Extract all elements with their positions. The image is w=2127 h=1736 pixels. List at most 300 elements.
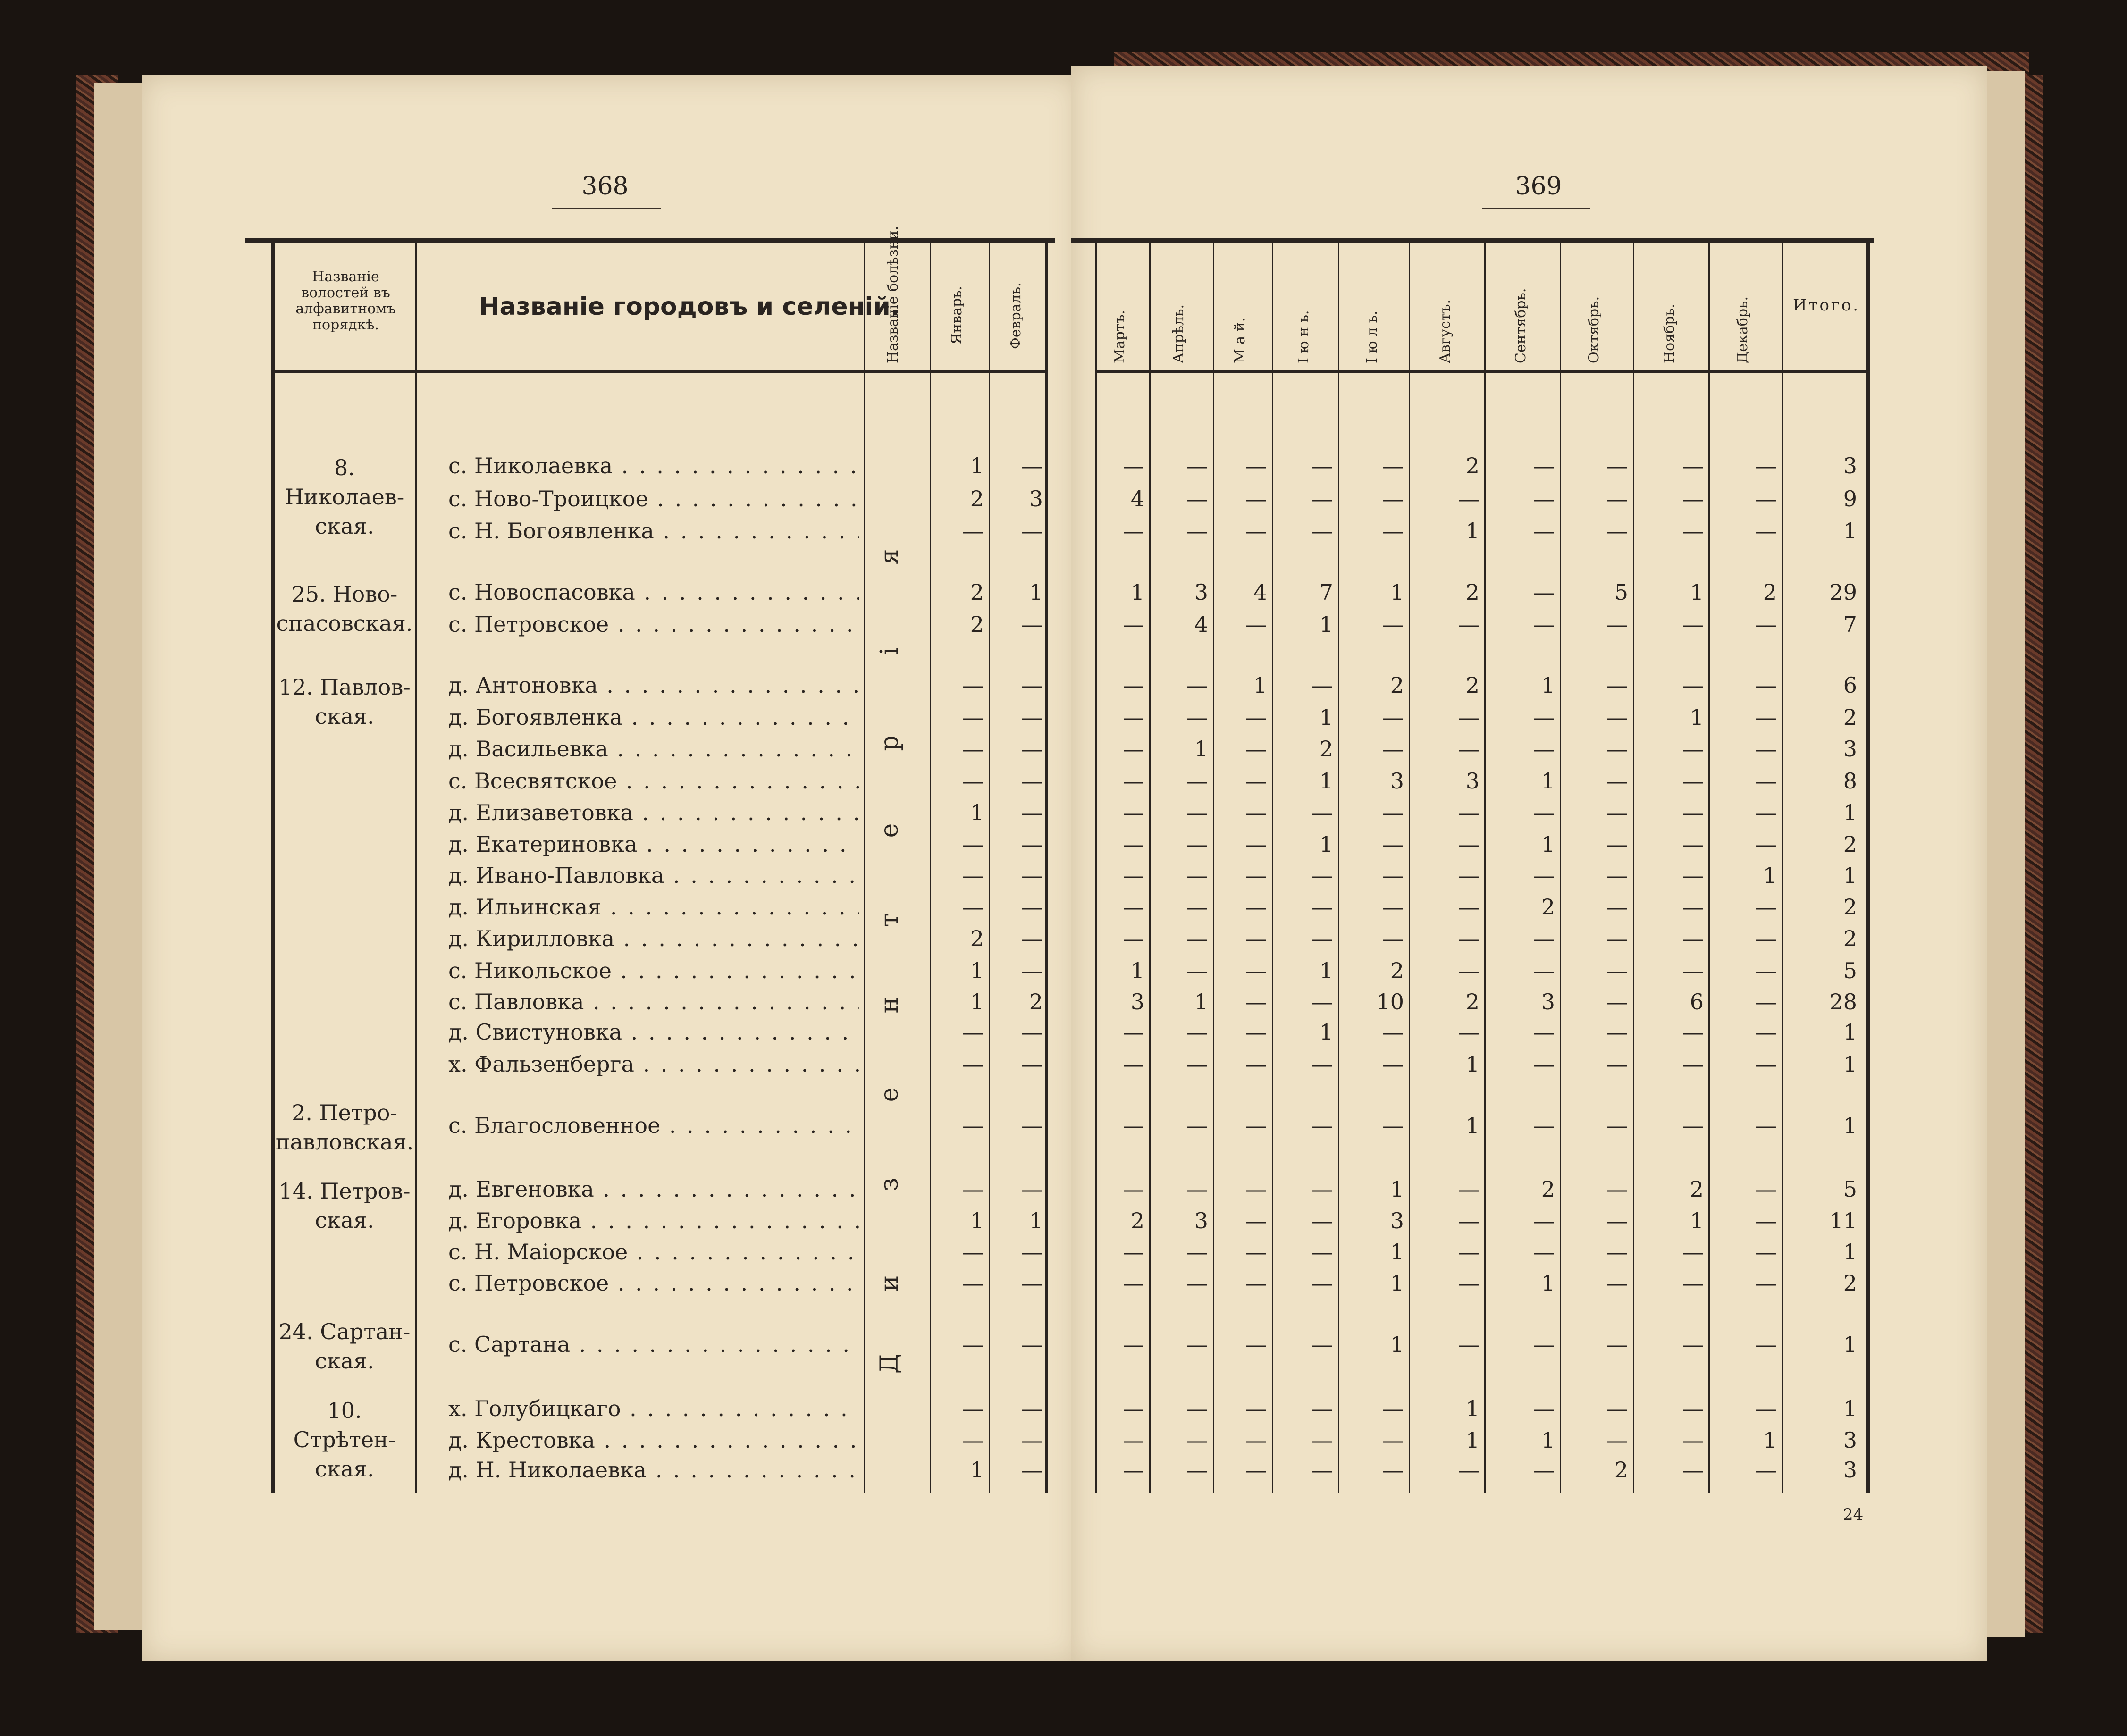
table-cell: — [1123,926,1144,951]
table-cell: — [1755,453,1777,478]
table-cell: 7 [1843,612,1857,637]
table-cell: — [1606,518,1628,544]
table-cell: — [1186,704,1208,730]
table-cell: — [1312,1113,1333,1138]
place-name: с. Благословенное . . . [448,1113,859,1138]
table-cell: 1 [1843,1396,1857,1421]
table-cell: — [1312,926,1333,951]
table-cell: — [1755,1270,1777,1296]
table-cell: — [962,863,984,888]
table-cell: 2 [1843,831,1857,857]
place-name: с. Никольское . . . [448,958,859,983]
table-cell: — [1458,1019,1480,1045]
place-name: с. Сартана . . . [448,1332,859,1357]
table-cell: — [1606,1270,1628,1296]
disease-letter: я [875,549,904,565]
table-cell: — [1606,1208,1628,1233]
table-cell: — [1245,612,1267,637]
table-cell: 1 [1390,579,1404,605]
table-cell: — [1682,1239,1704,1265]
table-cell: — [1382,453,1404,478]
place-name: д. Свистуновка . . . [448,1019,859,1045]
table-cell: — [1382,1427,1404,1453]
table-cell: — [1755,1019,1777,1045]
header-oct: Октябрь. [1586,296,1602,363]
table-cell: — [1021,863,1043,888]
table-cell: — [1123,1019,1144,1045]
table-cell: 1 [1319,704,1333,730]
table-cell: — [1458,486,1480,512]
table-cell: 6 [1690,989,1704,1015]
table-cell: — [1021,1332,1043,1357]
table-cell: — [1123,863,1144,888]
header-volost: Названіе волостей въ алфавитномъ порядкѣ. [295,268,396,333]
place-name: д. Екатериновка . . . [448,831,859,857]
table-cell: — [1755,1113,1777,1138]
table-cell: 1 [1029,1208,1043,1233]
table-cell: — [1458,1176,1480,1202]
table-cell: — [1186,453,1208,478]
table-cell: — [1755,1396,1777,1421]
place-name: д. Васильевка . . . [448,736,859,762]
table-cell: — [1186,672,1208,698]
table-cell: — [1021,958,1043,983]
header-places: Названіе городовъ и селеній. [479,293,900,321]
table-cell: — [1533,800,1555,825]
table-cell: — [1021,1396,1043,1421]
place-name: д. Богоявленка . . . [448,704,859,730]
table-cell: — [1458,831,1480,857]
header-apr: Апрѣль. [1170,304,1187,363]
table-cell: 2 [1465,989,1480,1015]
table-cell: 2 [1130,1208,1144,1233]
table-cell: — [1312,486,1333,512]
table-cell: — [1382,863,1404,888]
table-cell: — [1533,579,1555,605]
table-cell: — [1755,612,1777,637]
table-cell: — [1533,863,1555,888]
table-cell: 1 [1390,1332,1404,1357]
table-cell: — [1245,1396,1267,1421]
table-cell: — [1186,831,1208,857]
table-cell: — [1682,1332,1704,1357]
place-name: с. Ново-Троицкое . . . [448,486,859,512]
place-name: х. Фальзенберга . . . [448,1051,859,1077]
header-aug: Августъ. [1437,300,1454,363]
table-cell: — [962,672,984,698]
table-cell: — [1682,1051,1704,1077]
table-cell: 3 [1465,768,1480,794]
volost-label: 2. Петро- павловская. [275,1100,414,1155]
table-cell: 1 [1843,1239,1857,1265]
disease-letter: Д [875,1353,904,1374]
table-cell: — [1021,1270,1043,1296]
table-cell: — [1382,894,1404,920]
table-cell: 1 [1843,1113,1857,1138]
table-cell: — [1021,1239,1043,1265]
table-cell: — [1021,1427,1043,1453]
table-cell: 1 [1253,672,1267,698]
table-cell: 1 [1843,863,1857,888]
table-cell: 1 [1319,831,1333,857]
table-cell: — [1312,1176,1333,1202]
table-cell: — [1382,1396,1404,1421]
table-cell: — [1755,1239,1777,1265]
table-cell: — [1021,672,1043,698]
table-cell: 2 [1541,1176,1555,1202]
table-cell: — [1606,612,1628,637]
table-cell: — [1245,453,1267,478]
table-cell: — [1382,736,1404,762]
table-cell: — [1606,894,1628,920]
table-cell: — [1382,1051,1404,1077]
table-cell: — [1186,926,1208,951]
table-cell: — [1458,612,1480,637]
table-cell: — [1606,863,1628,888]
table-cell: 1 [970,453,984,478]
table-cell: — [1682,672,1704,698]
table-cell: 2 [1843,1270,1857,1296]
table-cell: — [1606,1113,1628,1138]
table-cell: — [1606,736,1628,762]
table-cell: 3 [1541,989,1555,1015]
table-cell: — [1755,989,1777,1015]
table-cell: — [1312,1239,1333,1265]
table-cell: 1 [1130,579,1144,605]
table-cell: 1 [970,1208,984,1233]
table-cell: — [1123,1051,1144,1077]
table-cell: — [1755,672,1777,698]
header-total: Итого. [1792,296,1860,315]
table-cell: — [1186,518,1208,544]
table-cell: 1 [1843,800,1857,825]
table-cell: — [1382,831,1404,857]
table-cell: — [1186,1457,1208,1483]
table-cell: — [1123,453,1144,478]
disease-letter: т [875,913,904,927]
table-cell: — [1245,1427,1267,1453]
table-cell: — [962,1427,984,1453]
table-cell: — [962,1051,984,1077]
table-cell: — [1186,1176,1208,1202]
place-name: с. Николаевка . . . [448,453,859,478]
table-cell: — [1755,926,1777,951]
table-cell: 3 [1843,1457,1857,1483]
table-cell: — [962,1239,984,1265]
place-name: с. Петровское . . . [448,612,859,637]
table-cell: — [1186,1239,1208,1265]
table-cell: — [1245,518,1267,544]
table-cell: — [1123,1396,1144,1421]
place-name: д. Кирилловка . . . [448,926,859,951]
header-jan: Январь. [949,285,965,344]
table-cell: — [1021,453,1043,478]
disease-letter: н [875,997,904,1014]
table-cell: — [1682,894,1704,920]
table-cell: — [1682,1427,1704,1453]
table-cell: 1 [1690,1208,1704,1233]
table-cell: — [1606,768,1628,794]
table-cell: 1 [1763,1427,1777,1453]
header-may: М а й. [1232,317,1248,363]
table-cell: — [1682,1019,1704,1045]
table-cell: — [1606,1019,1628,1045]
table-cell: — [1312,1332,1333,1357]
table-cell: — [962,1396,984,1421]
table-cell: 9 [1843,486,1857,512]
table-cell: — [1755,831,1777,857]
table-cell: — [1021,1113,1043,1138]
table-cell: 11 [1829,1208,1857,1233]
table-cell: — [1458,926,1480,951]
table-cell: — [962,704,984,730]
table-cell: 28 [1829,989,1857,1015]
table-cell: — [1755,1457,1777,1483]
table-cell: — [962,1113,984,1138]
table-cell: — [1021,1176,1043,1202]
place-name: с. Всесвятское . . . [448,768,859,794]
table-cell: — [1755,704,1777,730]
table-cell: — [1186,1019,1208,1045]
table-cell: — [1021,736,1043,762]
table-cell: — [1245,958,1267,983]
table-cell: — [1312,518,1333,544]
table-cell: — [1123,831,1144,857]
table-cell: 1 [1690,704,1704,730]
table-cell: 2 [970,926,984,951]
table-cell: 5 [1843,958,1857,983]
place-name: д. Крестовка . . . [448,1427,859,1453]
header-jul: І ю л ь. [1364,310,1380,363]
table-cell: — [1606,1239,1628,1265]
table-cell: — [1186,800,1208,825]
table-cell: — [1533,1019,1555,1045]
table-cell: — [1021,704,1043,730]
table-cell: — [1458,704,1480,730]
table-cell: — [1123,1239,1144,1265]
table-cell: — [1186,1427,1208,1453]
table-cell: — [1245,894,1267,920]
table-cell: — [962,768,984,794]
table-cell: — [1533,453,1555,478]
table-cell: — [1382,518,1404,544]
table-cell: 2 [1029,989,1043,1015]
table-cell: 3 [1029,486,1043,512]
table-cell: — [1755,1176,1777,1202]
table-cell: — [1606,672,1628,698]
table-cell: 3 [1843,736,1857,762]
table-cell: — [1382,704,1404,730]
table-cell: — [1606,1332,1628,1357]
table-cell: 2 [1390,672,1404,698]
table-cell: 1 [1541,1270,1555,1296]
table-cell: — [1312,1208,1333,1233]
table-cell: — [962,1176,984,1202]
table-cell: — [1682,1270,1704,1296]
table-cell: — [1682,1113,1704,1138]
table-cell: — [1312,989,1333,1015]
table-cell: — [1533,1051,1555,1077]
table-cell: — [1533,926,1555,951]
table-cell: — [1458,1457,1480,1483]
table-cell: — [1245,989,1267,1015]
table-cell: — [1606,926,1628,951]
table-cell: — [962,894,984,920]
header-jun: І ю н ь. [1295,310,1312,363]
place-name: д. Ильинская . . . [448,894,859,920]
table-cell: — [1186,1051,1208,1077]
table-cell: — [1682,768,1704,794]
table-cell: — [1245,1113,1267,1138]
place-name: д. Егоровка . . . [448,1208,859,1233]
table-cell: — [1021,894,1043,920]
table-cell: — [1245,800,1267,825]
disease-letter: е [875,823,904,838]
table-cell: — [1123,612,1144,637]
table-cell: — [1382,1113,1404,1138]
place-name: с. Павловка . . . [448,989,859,1015]
table-cell: — [1682,958,1704,983]
table-cell: — [1021,800,1043,825]
table-cell: 3 [1843,453,1857,478]
table-cell: — [1382,1019,1404,1045]
table-cell: — [962,1332,984,1357]
table-cell: — [1755,1332,1777,1357]
table-cell: — [1606,486,1628,512]
table-cell: 1 [1390,1270,1404,1296]
table-cell: — [1755,958,1777,983]
table-cell: 2 [970,612,984,637]
table-cell: — [1123,894,1144,920]
table-cell: 3 [1390,768,1404,794]
place-name: д. Елизаветовка . . . [448,800,859,825]
table-cell: 1 [1465,1396,1480,1421]
table-cell: 1 [1319,768,1333,794]
table-cell: — [1245,1208,1267,1233]
table-cell: — [1186,894,1208,920]
table-cell: — [1123,1176,1144,1202]
table-cell: — [1186,768,1208,794]
table-cell: — [1312,1051,1333,1077]
table-cell: — [1533,518,1555,544]
header-feb: Февраль. [1008,282,1024,349]
table-cell: 1 [1541,1427,1555,1453]
table-cell: 2 [970,486,984,512]
table-cell: — [1312,1457,1333,1483]
table-cell: 5 [1843,1176,1857,1202]
table-cell: 1 [1029,579,1043,605]
table-cell: 2 [1690,1176,1704,1202]
volost-label: 12. Павлов- ская. [278,674,411,729]
table-cell: 1 [970,800,984,825]
table-cell: — [1458,1239,1480,1265]
table-cell: 1 [1690,579,1704,605]
table-cell: — [1245,1332,1267,1357]
table-cell: — [1755,768,1777,794]
table-cell: — [1458,894,1480,920]
table-cell: — [1245,1270,1267,1296]
table-cell: — [1186,486,1208,512]
table-cell: — [962,518,984,544]
table-cell: — [1533,1457,1555,1483]
table-cell: 2 [1843,704,1857,730]
table-cell: — [1606,453,1628,478]
table-cell: — [1533,612,1555,637]
table-cell: — [1606,1427,1628,1453]
table-cell: — [1186,863,1208,888]
table-cell: — [1606,989,1628,1015]
table-cell: — [1312,672,1333,698]
table-cell: 2 [1763,579,1777,605]
table-cell: 1 [1541,831,1555,857]
disease-letter: р [875,735,904,751]
table-cell: 2 [1614,1457,1628,1483]
table-cell: — [1682,518,1704,544]
place-name: с. Н. Маіорское . . . [448,1239,859,1265]
table-cell: 3 [1130,989,1144,1015]
table-cell: 1 [1763,863,1777,888]
table-cell: — [1123,736,1144,762]
table-cell: — [962,831,984,857]
header-disease: Названіе болѣзни. [885,226,901,363]
table-cell: 4 [1130,486,1144,512]
table-cell: — [1123,1332,1144,1357]
place-name: д. Ивано-Павловка . . . [448,863,859,888]
table-cell: 2 [1465,672,1480,698]
table-cell: 1 [1843,1051,1857,1077]
table-cell: — [1312,800,1333,825]
table-cell: — [1123,672,1144,698]
table-cell: 4 [1194,612,1208,637]
table-cell: — [1755,736,1777,762]
table-cell: — [1682,486,1704,512]
table-cell: — [1458,958,1480,983]
table-cell: — [1186,1270,1208,1296]
table-cell: — [1021,1457,1043,1483]
table-cell: 8 [1843,768,1857,794]
table-cell: 1 [1319,958,1333,983]
table-cell: — [1606,1051,1628,1077]
volost-label: 14. Петров- ская. [278,1178,411,1233]
table-cell: — [1245,1051,1267,1077]
table-cell: 1 [1465,1113,1480,1138]
table-cell: — [1682,612,1704,637]
table-cell: — [1755,1208,1777,1233]
table-cell: — [1458,1208,1480,1233]
table-cell: 1 [1319,1019,1333,1045]
table-cell: 3 [1843,1427,1857,1453]
table-cell: — [1312,863,1333,888]
volost-label: 8. Николаев- ская. [285,455,404,539]
place-name: х. Голубицкаго . . . [448,1396,859,1421]
place-name: с. Новоспасовка . . . [448,579,859,605]
table-cell: — [1245,863,1267,888]
place-name: д. Антоновка . . . [448,672,859,698]
table-cell: — [1245,1239,1267,1265]
table-cell: — [1606,831,1628,857]
table-cell: — [1682,1457,1704,1483]
table-cell: 1 [1843,1332,1857,1357]
table-cell: — [1021,1019,1043,1045]
table-cell: — [1312,1396,1333,1421]
table-cell: — [1245,768,1267,794]
table-cell: — [1021,1051,1043,1077]
table-cell: — [962,736,984,762]
place-name: д. Н. Николаевка . . . [448,1457,859,1483]
table-cell: — [1755,486,1777,512]
table-cell: 1 [1390,1176,1404,1202]
table-cell: — [1682,1396,1704,1421]
